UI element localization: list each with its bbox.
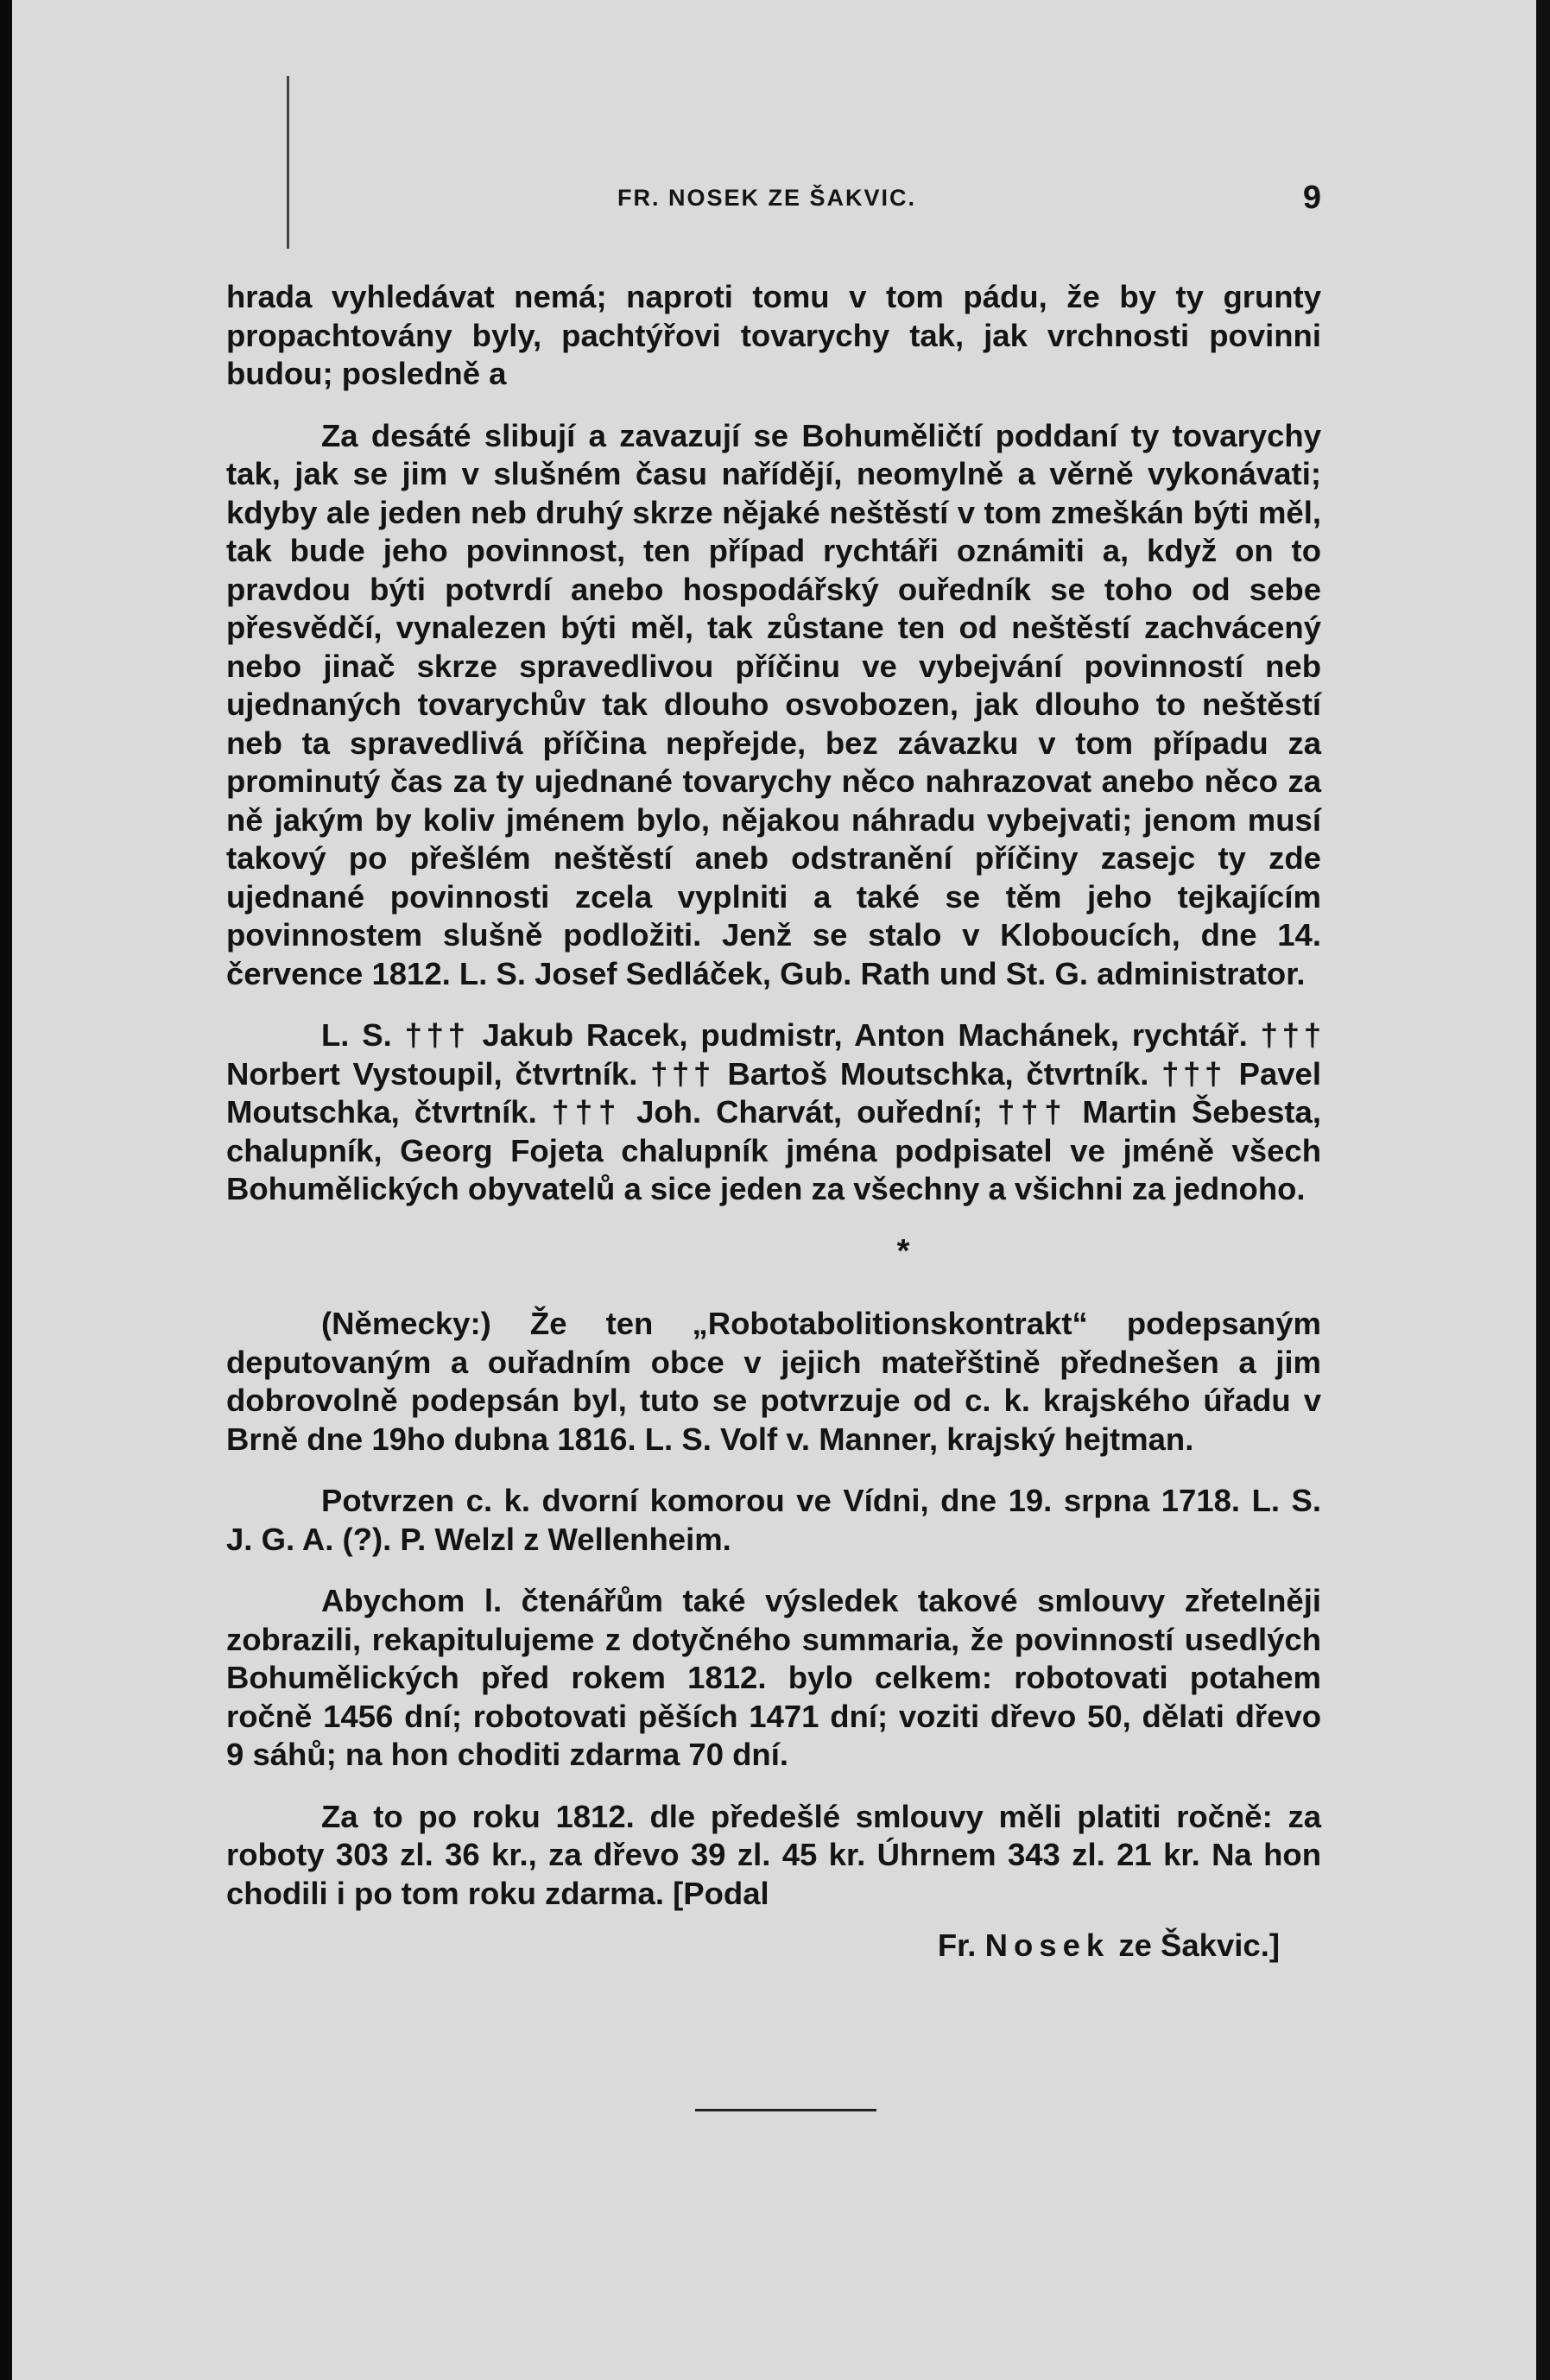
paragraph-continuation: hrada vyhledávat nemá; naproti tomu v tom pádu, že by ty grunty propachtovány byly, pachtýřovi tovarychy tak, jak vrchnosti povinni budou; posledně a — [226, 279, 1321, 391]
scan-mark — [287, 76, 289, 249]
signature-suffix: ze Šakvic.] — [1118, 1927, 1280, 1963]
author-signature — [226, 1927, 1321, 1965]
body-text — [226, 278, 1321, 1965]
signature-name: Nosek — [984, 1927, 1110, 1963]
paragraph-article-ten: Za desáté slibují a zavazují se Bohuměličtí poddaní ty tovarychy tak, jak se jim v slušném času nařídějí, neomylně a věrně vykonávati; kdyby ale jeden neb druhý skrze nějaké neštěstí v tom zmeškán býti měl, tak bude jeho povinnost, ten případ rychtáři oznámiti a, když on to pravdou býti potvrdí anebo hospodářský ouředník se toho od sebe přesvědčí, vynalezen býti měl, tak zůstane ten od neštěstí zachvácený nebo jinač skrze spravedlivou příčinu ve vybejvání povinností neb ujednaných tovarychův tak dlouho osvobozen, jak dlouho to neštěstí neb ta spravedlivá příčina nepřejde, bez závazku v tom případu za prominutý čas za ty ujednané tovarychy něco nahrazovat anebo něco za ně jakým by koliv jménem bylo, nějakou náhradu vybejvati; jenom musí takový po přešlém neštěstí aneb odstranění příčiny zasejc ty zde ujednané povinnosti zcela vyplniti a také se těm jeho tejkajícím povinnostem slušně podložiti. Jenž se stalo v Kloboucích, dne 14. července 1812. L. S. Josef Sedláček, Gub. Rath und St. G. administrator. — [226, 417, 1321, 991]
paragraph-signatories: L. S. ††† Jakub Racek, pudmistr, Anton Machánek, rychtář. ††† Norbert Vystoupil, čtvrtník. ††† Bartoš Moutschka, čtvrtník. ††† Pavel Moutschka, čtvrtník. ††† Joh. Charvát, ouřední; ††† Martin Šebesta, chalupník, Georg Fojeta chalupník jména podpisatel ve jméně všech Bohumělických obyvatelů a sice jeden za všechny a všichni za jednoho. — [226, 1017, 1321, 1206]
scan-edge-right — [1536, 0, 1550, 2380]
paragraph-confirmation: Potvrzen c. k. dvorní komorou ve Vídni, dne 19. srpna 1718. L. S. J. G. A. (?). P. Welzl z Wellenheim. — [226, 1483, 1321, 1557]
page-number: 9 — [1302, 180, 1321, 216]
signature-prefix: Fr. — [937, 1927, 977, 1963]
paragraph-summary: Abychom l. čtenářům také výsledek takové smlouvy zřetelněji zobrazili, rekapitulujeme z dotyčného summaria, že povinností usedlých Bohumělických před rokem 1812. bylo celkem: robotovati potahem ročně 1456 dní; robotovati pěších 1471 dní; voziti dřevo 50, dělati dřevo 9 sáhů; na hon choditi zdarma 70 dní. — [226, 1583, 1321, 1772]
closing-rule — [695, 2109, 876, 2111]
paragraph-payments: Za to po roku 1812. dle předešlé smlouvy měli platiti ročně: za roboty 303 zl. 36 kr., za dřevo 39 zl. 45 kr. Úhrnem 343 zl. 21 kr. Na hon chodili i po tom roku zdarma. [Podal — [226, 1798, 1321, 1911]
page-header — [229, 180, 1321, 223]
section-asterisk: * — [896, 1232, 910, 1269]
paragraph-german-note: (Německy:) Že ten „Robotabolitionskontrakt“ podepsaným deputovaným a ouřadním obce v jejich mateřštině přednešen a jim dobrovolně podepsán byl, tuto se potvrzuje od c. k. krajského úřadu v Brně dne 19ho dubna 1816. L. S. Volf v. Manner, krajský hejtman. — [226, 1306, 1321, 1457]
running-title: FR. NOSEK ZE ŠAKVIC. — [617, 185, 917, 211]
